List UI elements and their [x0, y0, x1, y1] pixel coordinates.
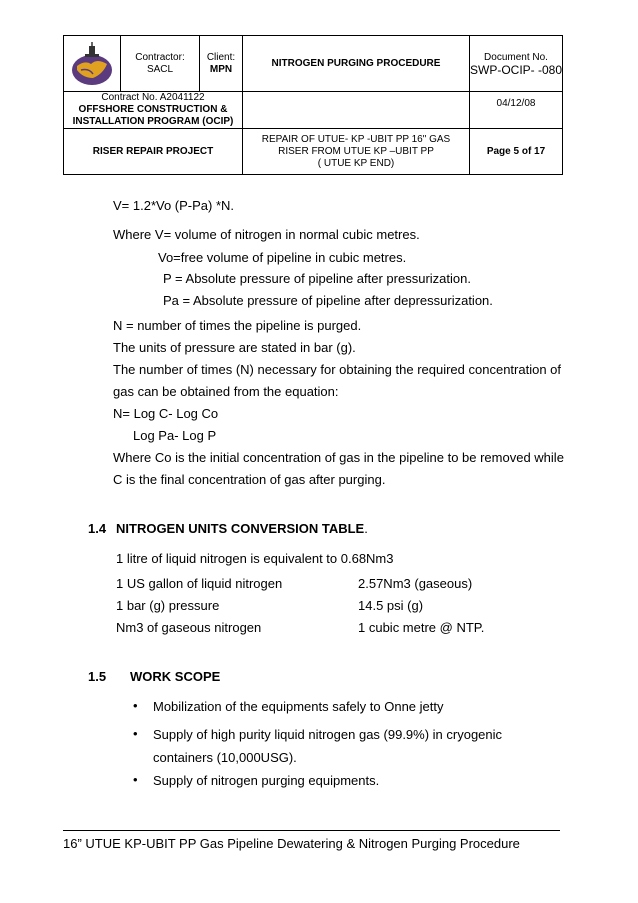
- conversion-row-1-left: 1 US gallon of liquid nitrogen: [116, 576, 283, 591]
- document-number: SWP-OCIP- -080: [470, 62, 563, 77]
- repair-line-1: REPAIR OF UTUE- KP -UBIT PP 16" GAS: [261, 133, 451, 145]
- pa-definition: Pa = Absolute pressure of pipeline after depressurization.: [163, 293, 493, 308]
- section-15-title: WORK SCOPE: [130, 669, 221, 684]
- c-line: C is the final concentration of gas after purging.: [113, 472, 386, 487]
- contract-number: Contract No. A2041122: [101, 92, 205, 103]
- program-line-2: INSTALLATION PROGRAM (OCIP): [72, 116, 234, 127]
- program-line-1: OFFSHORE CONSTRUCTION &: [78, 104, 228, 115]
- client-cell: [200, 36, 243, 92]
- conversion-row-2-right: 14.5 psi (g): [358, 598, 424, 613]
- scope-item-1: Mobilization of the equipments safely to Onne jetty: [153, 699, 444, 714]
- contractor-cell: [121, 36, 200, 92]
- document-title: NITROGEN PURGING PROCEDURE: [243, 36, 470, 92]
- footer-text: 16” UTUE KP-UBIT PP Gas Pipeline Dewatering & Nitrogen Purging Procedure: [63, 836, 520, 851]
- repair-line-2: RISER FROM UTUE KP –UBIT PP: [278, 145, 434, 157]
- section-14-title: NITROGEN UNITS CONVERSION TABLE: [116, 521, 365, 536]
- section-15-number: 1.5: [88, 669, 107, 684]
- contractor-value: SACL: [146, 63, 174, 75]
- section-14-number: 1.4: [88, 521, 107, 536]
- n-definition: N = number of times the pipeline is purged.: [113, 318, 362, 333]
- contractor-label: Contractor:: [135, 51, 185, 63]
- scope-item-2: Supply of high purity liquid nitrogen gas (99.9%) in cryogenic: [153, 727, 503, 742]
- conversion-intro: 1 litre of liquid nitrogen is equivalent to 0.68Nm3: [116, 551, 394, 566]
- repair-line-3: ( UTUE KP END): [317, 157, 395, 169]
- bullet-icon: •: [133, 698, 138, 713]
- document-date: 04/12/08: [470, 92, 563, 129]
- company-globe-logo: [64, 40, 120, 88]
- where-v-definition: Where V= volume of nitrogen in normal cubic metres.: [113, 227, 420, 242]
- project-name: RISER REPAIR PROJECT: [64, 129, 243, 175]
- units-line: The units of pressure are stated in bar (g).: [113, 340, 356, 355]
- scope-item-2-cont: containers (10,000USG).: [153, 750, 297, 765]
- equation-denominator: Log Pa- Log P: [133, 428, 217, 443]
- formula: V= 1.2*Vo (P-Pa) *N.: [113, 198, 235, 213]
- conversion-row-3-left: Nm3 of gaseous nitrogen: [116, 620, 262, 635]
- section-14-title-period: .: [364, 521, 368, 536]
- p-definition: P = Absolute pressure of pipeline after pressurization.: [163, 271, 471, 286]
- header-table: [63, 35, 563, 175]
- footer-divider: [63, 830, 560, 831]
- repair-description-cell: [243, 129, 470, 175]
- times-line-2: gas can be obtained from the equation:: [113, 384, 339, 399]
- conversion-row-1-right: 2.57Nm3 (gaseous): [358, 576, 473, 591]
- vo-definition: Vo=free volume of pipeline in cubic metres.: [158, 250, 407, 265]
- page-number: Page 5 of 17: [470, 129, 563, 175]
- logo-cell: [64, 36, 121, 92]
- empty-cell: [243, 92, 470, 129]
- conversion-row-2-left: 1 bar (g) pressure: [116, 598, 220, 613]
- contract-cell: [64, 92, 243, 129]
- co-line: Where Co is the initial concentration of gas in the pipeline to be removed while: [113, 450, 564, 465]
- bullet-icon: •: [133, 772, 138, 787]
- conversion-row-3-right: 1 cubic metre @ NTP.: [358, 620, 485, 635]
- client-value: MPN: [209, 63, 233, 75]
- bullet-icon: •: [133, 726, 138, 741]
- times-line-1: The number of times (N) necessary for obtaining the required concentration of: [113, 362, 562, 377]
- document-number-cell: [470, 36, 563, 92]
- section-14-heading: [116, 521, 368, 537]
- client-label: Client:: [206, 51, 236, 63]
- document-number-label: Document No.: [484, 51, 548, 63]
- scope-item-3: Supply of nitrogen purging equipments.: [153, 773, 380, 788]
- equation-numerator: N= Log C- Log Co: [113, 406, 219, 421]
